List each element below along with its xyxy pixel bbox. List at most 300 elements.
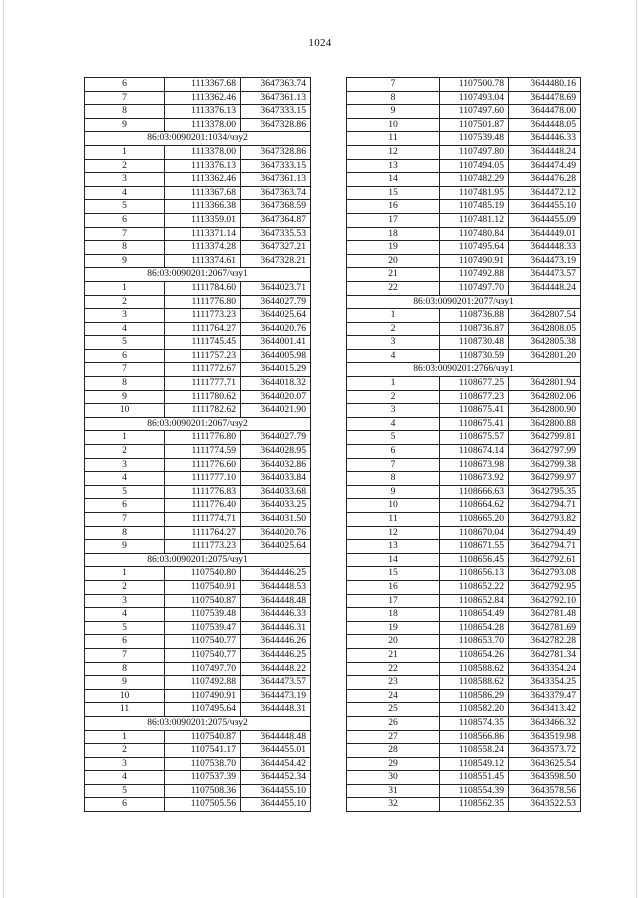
y-coordinate: 3643354.25 — [509, 676, 581, 690]
y-coordinate: 3644448.05 — [509, 118, 581, 132]
table-row — [347, 621, 581, 635]
table-row — [347, 567, 581, 581]
y-coordinate: 3644478.69 — [509, 91, 581, 105]
parcel-id: 86:03:0090201:2075/чзу2 — [85, 716, 311, 730]
point-number: 2 — [347, 322, 440, 336]
x-coordinate: 1111745.45 — [165, 336, 241, 350]
coordinate-table-left — [84, 77, 311, 812]
y-coordinate: 3647361.13 — [241, 91, 311, 105]
y-coordinate: 3642794.71 — [509, 540, 581, 554]
y-coordinate: 3644025.64 — [241, 540, 311, 554]
coordinate-table-left-body — [85, 78, 311, 812]
x-coordinate: 1107541.17 — [165, 744, 241, 758]
table-row — [347, 132, 581, 146]
point-number: 11 — [347, 132, 440, 146]
x-coordinate: 1107540.91 — [165, 580, 241, 594]
table-row — [85, 608, 311, 622]
parcel-id: 86:03:0090201:2067/чзу2 — [85, 417, 311, 431]
x-coordinate: 1107497.80 — [440, 145, 509, 159]
point-number: 2 — [85, 580, 165, 594]
table-row — [85, 377, 311, 391]
point-number: 9 — [347, 105, 440, 119]
y-coordinate: 3647333.15 — [241, 159, 311, 173]
table-row — [347, 472, 581, 486]
x-coordinate: 1108654.26 — [440, 648, 509, 662]
x-coordinate: 1107480.84 — [440, 227, 509, 241]
table-row — [347, 404, 581, 418]
x-coordinate: 1107540.77 — [165, 648, 241, 662]
point-number: 28 — [347, 744, 440, 758]
x-coordinate: 1111776.40 — [165, 499, 241, 513]
point-number: 6 — [85, 78, 165, 92]
y-coordinate: 3644020.76 — [241, 322, 311, 336]
point-number: 9 — [85, 540, 165, 554]
point-number: 6 — [85, 213, 165, 227]
parcel-id: 86:03:0090201:2067/чзу1 — [85, 268, 311, 282]
x-coordinate: 1108652.84 — [440, 594, 509, 608]
point-number: 8 — [347, 472, 440, 486]
table-row — [347, 458, 581, 472]
parcel-header-row — [85, 268, 311, 282]
x-coordinate: 1107481.12 — [440, 213, 509, 227]
x-coordinate: 1107490.91 — [165, 689, 241, 703]
point-number: 15 — [347, 186, 440, 200]
x-coordinate: 1108730.48 — [440, 336, 509, 350]
x-coordinate: 1107485.19 — [440, 200, 509, 214]
point-number: 3 — [85, 458, 165, 472]
point-number: 7 — [347, 78, 440, 92]
y-coordinate: 3644480.16 — [509, 78, 581, 92]
table-row — [347, 553, 581, 567]
point-number: 7 — [85, 513, 165, 527]
table-row — [347, 676, 581, 690]
table-row — [85, 580, 311, 594]
y-coordinate: 3647363.74 — [241, 78, 311, 92]
y-coordinate: 3644001.41 — [241, 336, 311, 350]
x-coordinate: 1107538.70 — [165, 757, 241, 771]
point-number: 18 — [347, 227, 440, 241]
parcel-id: 86:03:0090201:2077/чзу1 — [347, 295, 581, 309]
y-coordinate: 3642807.54 — [509, 309, 581, 323]
x-coordinate: 1108654.28 — [440, 621, 509, 635]
y-coordinate: 3644028.95 — [241, 445, 311, 459]
x-coordinate: 1107501.87 — [440, 118, 509, 132]
x-coordinate: 1108736.87 — [440, 322, 509, 336]
point-number: 8 — [85, 662, 165, 676]
point-number: 22 — [347, 281, 440, 295]
x-coordinate: 1111782.62 — [165, 404, 241, 418]
point-number: 6 — [85, 349, 165, 363]
y-coordinate: 3647361.13 — [241, 173, 311, 187]
point-number: 2 — [347, 390, 440, 404]
point-number: 20 — [347, 254, 440, 268]
table-row — [85, 540, 311, 554]
table-row — [85, 689, 311, 703]
table-row — [347, 499, 581, 513]
point-number: 1 — [85, 567, 165, 581]
x-coordinate: 1107497.60 — [440, 105, 509, 119]
x-coordinate: 1107540.77 — [165, 635, 241, 649]
point-number: 7 — [85, 227, 165, 241]
table-row — [347, 105, 581, 119]
point-number: 10 — [347, 499, 440, 513]
x-coordinate: 1113371.14 — [165, 227, 241, 241]
table-row — [347, 227, 581, 241]
y-coordinate: 3642781.34 — [509, 648, 581, 662]
x-coordinate: 1108551.45 — [440, 771, 509, 785]
y-coordinate: 3644448.33 — [509, 241, 581, 255]
x-coordinate: 1108586.29 — [440, 689, 509, 703]
table-row — [347, 349, 581, 363]
x-coordinate: 1107482.29 — [440, 173, 509, 187]
table-row — [85, 744, 311, 758]
point-number: 31 — [347, 784, 440, 798]
table-row — [85, 621, 311, 635]
point-number: 9 — [85, 390, 165, 404]
table-row — [347, 417, 581, 431]
y-coordinate: 3647333.15 — [241, 105, 311, 119]
point-number: 25 — [347, 703, 440, 717]
table-row — [347, 118, 581, 132]
x-coordinate: 1108675.57 — [440, 431, 509, 445]
table-row — [85, 662, 311, 676]
table-row — [347, 445, 581, 459]
x-coordinate: 1107497.70 — [165, 662, 241, 676]
table-row — [347, 648, 581, 662]
x-coordinate: 1108588.62 — [440, 662, 509, 676]
point-number: 32 — [347, 798, 440, 812]
x-coordinate: 1111776.83 — [165, 485, 241, 499]
table-row — [85, 771, 311, 785]
x-coordinate: 1111773.23 — [165, 540, 241, 554]
table-row — [347, 771, 581, 785]
point-number: 4 — [347, 349, 440, 363]
y-coordinate: 3642797.99 — [509, 445, 581, 459]
x-coordinate: 1113374.28 — [165, 241, 241, 255]
x-coordinate: 1108582.20 — [440, 703, 509, 717]
point-number: 6 — [85, 499, 165, 513]
table-row — [347, 78, 581, 92]
y-coordinate: 3642805.38 — [509, 336, 581, 350]
table-row — [347, 716, 581, 730]
x-coordinate: 1107540.87 — [165, 730, 241, 744]
y-coordinate: 3644449.01 — [509, 227, 581, 241]
x-coordinate: 1111776.80 — [165, 431, 241, 445]
y-coordinate: 3642800.90 — [509, 404, 581, 418]
point-number: 2 — [85, 295, 165, 309]
point-number: 3 — [347, 404, 440, 418]
point-number: 11 — [347, 513, 440, 527]
point-number: 14 — [347, 173, 440, 187]
table-row — [85, 295, 311, 309]
table-row — [85, 241, 311, 255]
y-coordinate: 3643354.24 — [509, 662, 581, 676]
point-number: 1 — [85, 281, 165, 295]
y-coordinate: 3647328.21 — [241, 254, 311, 268]
point-number: 19 — [347, 621, 440, 635]
y-coordinate: 3642799.81 — [509, 431, 581, 445]
y-coordinate: 3643598.50 — [509, 771, 581, 785]
point-number: 2 — [85, 159, 165, 173]
table-row — [85, 363, 311, 377]
x-coordinate: 1111776.80 — [165, 295, 241, 309]
scan-right-edge — [636, 0, 637, 898]
table-row — [347, 159, 581, 173]
x-coordinate: 1108675.41 — [440, 417, 509, 431]
y-coordinate: 3643519.98 — [509, 730, 581, 744]
y-coordinate: 3642781.69 — [509, 621, 581, 635]
x-coordinate: 1108653.70 — [440, 635, 509, 649]
point-number: 30 — [347, 771, 440, 785]
table-row — [347, 730, 581, 744]
table-row — [347, 608, 581, 622]
x-coordinate: 1107490.91 — [440, 254, 509, 268]
x-coordinate: 1108674.14 — [440, 445, 509, 459]
y-coordinate: 3642801.20 — [509, 349, 581, 363]
y-coordinate: 3644472.12 — [509, 186, 581, 200]
x-coordinate: 1108664.62 — [440, 499, 509, 513]
parcel-id: 86:03:0090201:2766/чзу1 — [347, 363, 581, 377]
table-row — [85, 186, 311, 200]
table-row — [347, 594, 581, 608]
x-coordinate: 1113378.00 — [165, 118, 241, 132]
table-row — [347, 689, 581, 703]
coordinate-table-right — [346, 77, 581, 812]
x-coordinate: 1108558.24 — [440, 744, 509, 758]
point-number: 5 — [85, 784, 165, 798]
table-row — [347, 91, 581, 105]
x-coordinate: 1111784.60 — [165, 281, 241, 295]
point-number: 3 — [85, 309, 165, 323]
point-number: 11 — [85, 703, 165, 717]
table-row — [85, 322, 311, 336]
y-coordinate: 3643625.54 — [509, 757, 581, 771]
table-row — [347, 580, 581, 594]
point-number: 15 — [347, 567, 440, 581]
y-coordinate: 3642792.95 — [509, 580, 581, 594]
table-row — [85, 336, 311, 350]
x-coordinate: 1108670.04 — [440, 526, 509, 540]
y-coordinate: 3644018.32 — [241, 377, 311, 391]
x-coordinate: 1107497.70 — [440, 281, 509, 295]
table-row — [85, 254, 311, 268]
y-coordinate: 3644455.09 — [509, 213, 581, 227]
table-row — [347, 390, 581, 404]
y-coordinate: 3647335.53 — [241, 227, 311, 241]
table-row — [85, 485, 311, 499]
x-coordinate: 1113366.38 — [165, 200, 241, 214]
point-number: 3 — [85, 757, 165, 771]
x-coordinate: 1107537.39 — [165, 771, 241, 785]
y-coordinate: 3644446.33 — [241, 608, 311, 622]
table-row — [85, 105, 311, 119]
y-coordinate: 3647328.86 — [241, 145, 311, 159]
x-coordinate: 1107539.48 — [165, 608, 241, 622]
point-number: 26 — [347, 716, 440, 730]
y-coordinate: 3644473.57 — [241, 676, 311, 690]
point-number: 6 — [347, 445, 440, 459]
x-coordinate: 1108562.35 — [440, 798, 509, 812]
point-number: 3 — [85, 173, 165, 187]
point-number: 8 — [85, 526, 165, 540]
y-coordinate: 3644027.79 — [241, 295, 311, 309]
table-row — [347, 145, 581, 159]
table-row — [85, 567, 311, 581]
x-coordinate: 1108566.86 — [440, 730, 509, 744]
table-row — [347, 377, 581, 391]
y-coordinate: 3643573.72 — [509, 744, 581, 758]
x-coordinate: 1113376.13 — [165, 105, 241, 119]
y-coordinate: 3642793.82 — [509, 513, 581, 527]
y-coordinate: 3642799.38 — [509, 458, 581, 472]
y-coordinate: 3643522.53 — [509, 798, 581, 812]
table-row — [85, 798, 311, 812]
parcel-id: 86:03:0090201:1034/чзу2 — [85, 132, 311, 146]
point-number: 18 — [347, 608, 440, 622]
y-coordinate: 3644023.71 — [241, 281, 311, 295]
point-number: 1 — [85, 145, 165, 159]
y-coordinate: 3642808.05 — [509, 322, 581, 336]
table-row — [85, 200, 311, 214]
table-row — [85, 145, 311, 159]
point-number: 4 — [85, 322, 165, 336]
table-row — [85, 784, 311, 798]
y-coordinate: 3643466.32 — [509, 716, 581, 730]
y-coordinate: 3642782.28 — [509, 635, 581, 649]
y-coordinate: 3642792.61 — [509, 553, 581, 567]
point-number: 5 — [85, 621, 165, 635]
y-coordinate: 3644448.31 — [241, 703, 311, 717]
y-coordinate: 3643413.42 — [509, 703, 581, 717]
x-coordinate: 1107481.95 — [440, 186, 509, 200]
point-number: 4 — [85, 608, 165, 622]
y-coordinate: 3644474.49 — [509, 159, 581, 173]
point-number: 10 — [85, 689, 165, 703]
table-row — [347, 540, 581, 554]
y-coordinate: 3644455.01 — [241, 744, 311, 758]
x-coordinate: 1107508.36 — [165, 784, 241, 798]
point-number: 29 — [347, 757, 440, 771]
table-row — [347, 254, 581, 268]
y-coordinate: 3642781.48 — [509, 608, 581, 622]
x-coordinate: 1107494.05 — [440, 159, 509, 173]
point-number: 6 — [85, 798, 165, 812]
table-row — [347, 513, 581, 527]
table-row — [85, 281, 311, 295]
x-coordinate: 1108652.22 — [440, 580, 509, 594]
y-coordinate: 3644454.42 — [241, 757, 311, 771]
x-coordinate: 1108736.88 — [440, 309, 509, 323]
table-row — [347, 268, 581, 282]
point-number: 5 — [85, 200, 165, 214]
x-coordinate: 1108574.35 — [440, 716, 509, 730]
x-coordinate: 1113362.46 — [165, 91, 241, 105]
x-coordinate: 1107539.48 — [440, 132, 509, 146]
table-row — [347, 241, 581, 255]
x-coordinate: 1108656.13 — [440, 567, 509, 581]
table-row — [347, 635, 581, 649]
y-coordinate: 3647327.21 — [241, 241, 311, 255]
y-coordinate: 3644452.34 — [241, 771, 311, 785]
y-coordinate: 3644027.79 — [241, 431, 311, 445]
x-coordinate: 1113376.13 — [165, 159, 241, 173]
x-coordinate: 1111757.23 — [165, 349, 241, 363]
x-coordinate: 1111777.71 — [165, 377, 241, 391]
y-coordinate: 3644476.28 — [509, 173, 581, 187]
parcel-header-row — [347, 363, 581, 377]
x-coordinate: 1107492.88 — [165, 676, 241, 690]
y-coordinate: 3647368.59 — [241, 200, 311, 214]
x-coordinate: 1113362.46 — [165, 173, 241, 187]
table-row — [347, 309, 581, 323]
point-number: 3 — [347, 336, 440, 350]
y-coordinate: 3644033.68 — [241, 485, 311, 499]
x-coordinate: 1107495.64 — [440, 241, 509, 255]
table-row — [347, 485, 581, 499]
point-number: 13 — [347, 540, 440, 554]
point-number: 10 — [347, 118, 440, 132]
point-number: 6 — [85, 635, 165, 649]
point-number: 8 — [85, 105, 165, 119]
x-coordinate: 1107492.88 — [440, 268, 509, 282]
y-coordinate: 3644031.50 — [241, 513, 311, 527]
x-coordinate: 1108677.25 — [440, 377, 509, 391]
table-row — [347, 213, 581, 227]
point-number: 14 — [347, 553, 440, 567]
y-coordinate: 3642794.71 — [509, 499, 581, 513]
table-row — [85, 703, 311, 717]
y-coordinate: 3642795.35 — [509, 485, 581, 499]
x-coordinate: 1113367.68 — [165, 78, 241, 92]
x-coordinate: 1108671.55 — [440, 540, 509, 554]
point-number: 21 — [347, 268, 440, 282]
y-coordinate: 3644446.31 — [241, 621, 311, 635]
x-coordinate: 1107505.56 — [165, 798, 241, 812]
point-number: 23 — [347, 676, 440, 690]
y-coordinate: 3644015.29 — [241, 363, 311, 377]
y-coordinate: 3643578.56 — [509, 784, 581, 798]
table-row — [85, 78, 311, 92]
table-row — [347, 322, 581, 336]
x-coordinate: 1108666.63 — [440, 485, 509, 499]
table-row — [347, 526, 581, 540]
x-coordinate: 1111774.59 — [165, 445, 241, 459]
table-row — [85, 349, 311, 363]
y-coordinate: 3644448.24 — [509, 145, 581, 159]
x-coordinate: 1108730.59 — [440, 349, 509, 363]
point-number: 8 — [347, 91, 440, 105]
x-coordinate: 1108673.92 — [440, 472, 509, 486]
point-number: 5 — [85, 485, 165, 499]
point-number: 7 — [85, 91, 165, 105]
table-row — [85, 118, 311, 132]
table-row — [85, 648, 311, 662]
table-row — [85, 676, 311, 690]
x-coordinate: 1111776.60 — [165, 458, 241, 472]
x-coordinate: 1108656.45 — [440, 553, 509, 567]
y-coordinate: 3647363.74 — [241, 186, 311, 200]
x-coordinate: 1111774.71 — [165, 513, 241, 527]
table-row — [347, 703, 581, 717]
y-coordinate: 3642801.94 — [509, 377, 581, 391]
x-coordinate: 1107495.64 — [165, 703, 241, 717]
table-row — [85, 526, 311, 540]
y-coordinate: 3644446.25 — [241, 567, 311, 581]
y-coordinate: 3642802.06 — [509, 390, 581, 404]
table-row — [85, 227, 311, 241]
x-coordinate: 1108549.12 — [440, 757, 509, 771]
point-number: 7 — [85, 648, 165, 662]
